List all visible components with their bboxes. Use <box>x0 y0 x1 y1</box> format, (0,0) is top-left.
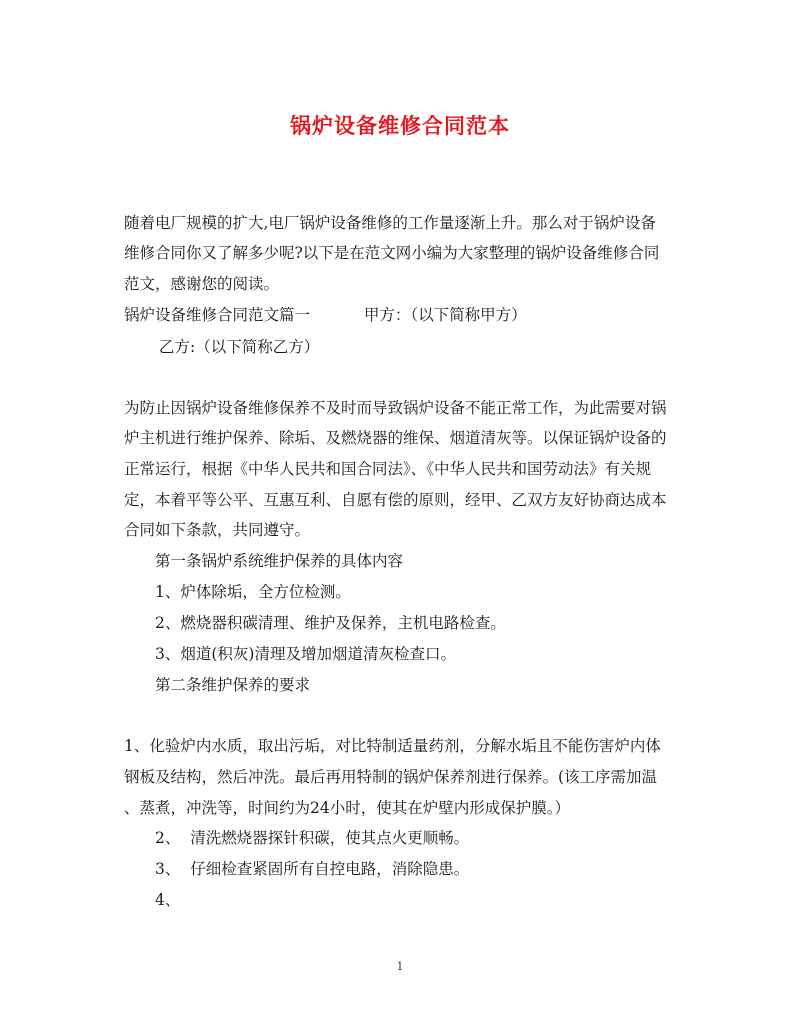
article1-item-1: 1、炉体除垢，全方位检测。 <box>155 583 351 601</box>
preamble-line-2: 炉主机进行维护保养、除垢、及燃烧器的维保、烟道清灰等。以保证锅炉设备的 <box>124 429 667 447</box>
article1-heading: 第一条锅炉系统维护保养的具体内容 <box>155 552 404 570</box>
intro-line-2: 维修合同你又了解多少呢?以下是在范文网小编为大家整理的锅炉设备维修合同 <box>124 244 660 262</box>
party-a: 甲方：（以下简称甲方） <box>363 306 527 324</box>
article2-item1-line-1: 1、化验炉内水质，取出污垢，对比特制适量药剂，分解水垢且不能伤害炉内体 <box>124 737 661 755</box>
article2-heading: 第二条维护保养的要求 <box>155 676 311 694</box>
sample-heading-line <box>124 305 527 325</box>
article2-item-3: 3、 仔细检查紧固所有自控电路，消除隐患。 <box>155 860 470 878</box>
document-title: 锅炉设备维修合同范本 <box>290 113 510 138</box>
sample-label: 锅炉设备维修合同范文篇一 <box>124 306 311 324</box>
party-b: 乙方:（以下简称乙方） <box>159 338 320 356</box>
preamble-line-3: 正常运行，根据《中华人民共和国合同法》、《中华人民共和国劳动法》有关规 <box>124 460 652 478</box>
intro-line-1: 随着电厂规模的扩大,电厂锅炉设备维修的工作量逐渐上升。那么对于锅炉设备 <box>124 214 656 232</box>
preamble-line-1: 为防止因锅炉设备维修保养不及时而导致锅炉设备不能正常工作，为此需要对锅 <box>124 399 667 417</box>
page-number: 1 <box>396 960 404 973</box>
article2-item1-line-3: 、蒸煮，冲洗等，时间约为24小时，使其在炉壁内形成保护膜。） <box>124 799 570 817</box>
article2-item-4: 4、 <box>155 891 181 909</box>
intro-line-3: 范文，感谢您的阅读。 <box>124 275 280 293</box>
article2-item1-line-2: 钢板及结构，然后冲洗。最后再用特制的锅炉保养剂进行保养。(该工序需加温 <box>124 768 658 786</box>
article1-item-3: 3、烟道(积灰)清理及增加烟道清灰检查口。 <box>155 645 456 663</box>
preamble-line-5: 合同如下条款，共同遵守。 <box>124 521 311 539</box>
article2-item-2: 2、 清洗燃烧器探针积碳，使其点火更顺畅。 <box>155 829 470 847</box>
preamble-line-4: 定，本着平等公平、互惠互利、自愿有偿的原则，经甲、乙双方友好协商达成本 <box>124 491 667 509</box>
article1-item-2: 2、燃烧器积碳清理、维护及保养，主机电路检查。 <box>155 614 506 632</box>
